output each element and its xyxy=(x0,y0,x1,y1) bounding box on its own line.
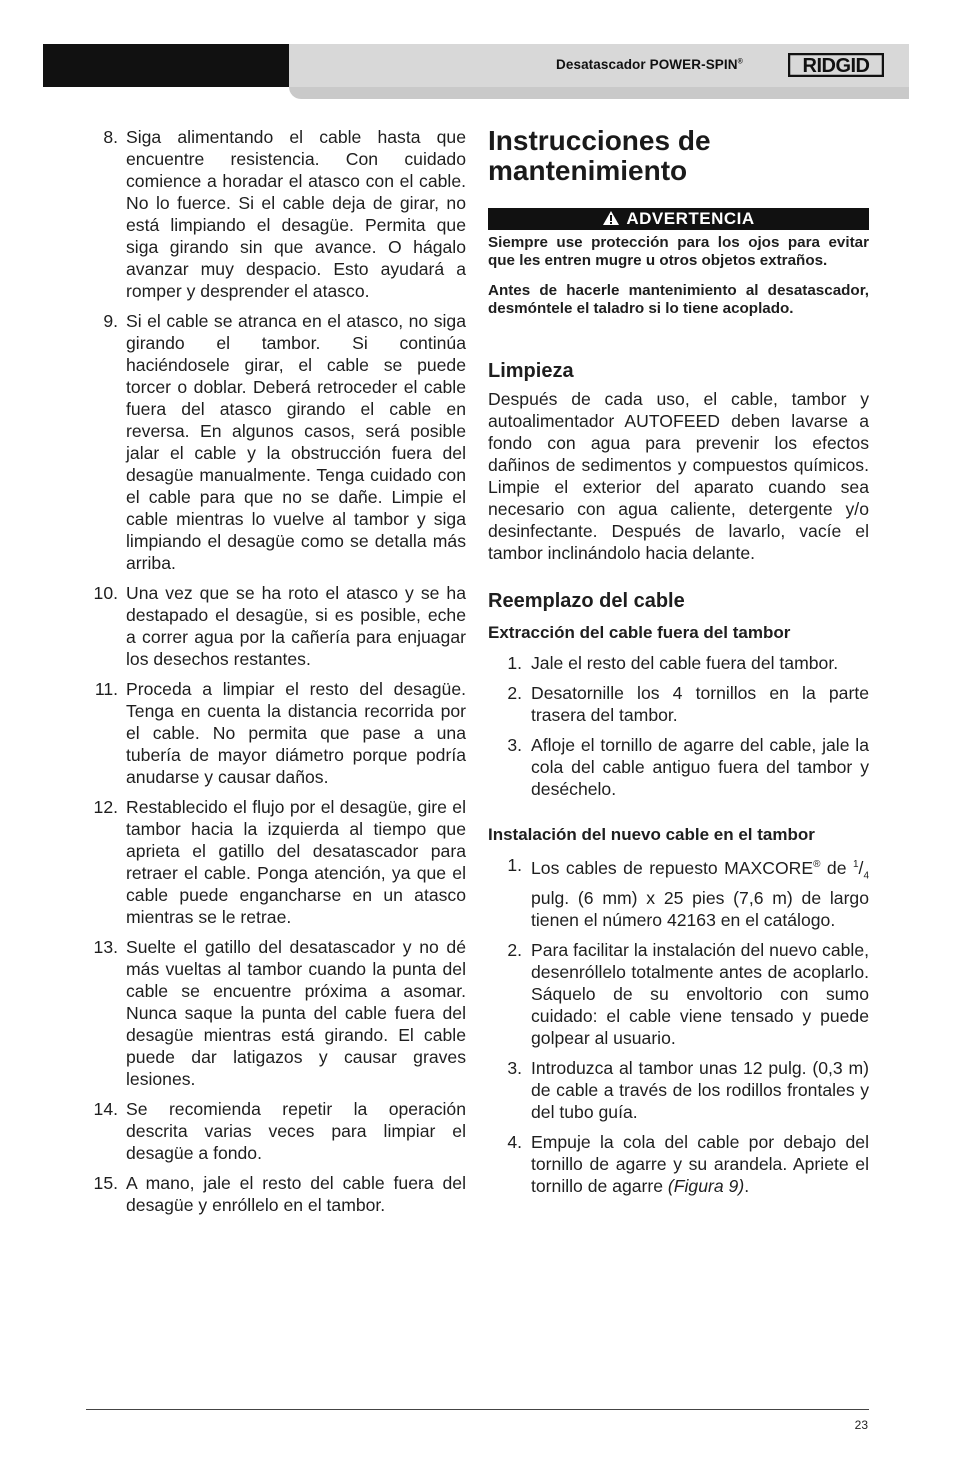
header-title: Desatascador POWER-SPIN® xyxy=(556,57,743,72)
warning-text-eyes: Siempre use protección para los ojos para evitar que les entren mugre u otros objetos extraños. xyxy=(488,234,869,269)
step-item: 10. Una vez que se ha roto el atasco y se ha destapado el desagüe, si es posible, eche a correr agua por la cañería para enjuagar los desechos restantes. xyxy=(93,583,466,669)
step-item: 8. Siga alimentando el cable hasta que encuentre resistencia. Con cuidado comience a horadar el atasco con el cable. No lo fuerce. Si el cable deja de girar, no está limpiando el desagüe. Permita que siga girando sin que avance. O hágalo avanzar muy despacio. Esto ayudará a romper y desprender el atasco. xyxy=(103,127,466,301)
install-step: 3. Introduzca al tambor unas 12 pulg. (0,3 m) de cable a través de los rodillos frontales y del tubo guía. xyxy=(507,1058,869,1123)
section-title: Instrucciones de mantenimiento xyxy=(488,125,711,186)
footer-rule xyxy=(86,1409,869,1410)
step-item: 15. A mano, jale el resto del cable fuera del desagüe y enróllelo en el tambor. xyxy=(93,1173,466,1215)
removal-heading: Extracción del cable fuera del tambor xyxy=(488,623,791,642)
procedure-steps xyxy=(86,126,466,1216)
removal-steps xyxy=(488,652,869,800)
cleaning-text: Después de cada uso, el cable, tambor y autoalimentador AUTOFEED deben lavarse a fondo con agua para prevenir los efectos dañinos de sedimentos y compuestos químicos. Limpie el exterior del aparato cuando sea necesario con agua caliente, detergente y/o desinfectante. Después de lavarlo, vacíe el tambor inclinándolo hacia delante. xyxy=(488,389,869,563)
install-step: 4. Empuje la cola del cable por debajo del tornillo de agarre y su arandela. Apriete el tornillo de agarre (Figura 9). xyxy=(507,1132,869,1197)
warning-icon xyxy=(602,210,620,226)
ridgid-logo xyxy=(788,53,884,77)
install-heading: Instalación del nuevo cable en el tambor xyxy=(488,825,815,844)
removal-step: 2. Desatornille los 4 tornillos en la parte trasera del tambor. xyxy=(507,683,869,725)
install-step: 1. Los cables de repuesto MAXCORE® de $^1/_4$ pulg. (6 mm) x 25 pies (7,6 m) de largo tienen el número 42163 en el catálogo. xyxy=(507,855,869,931)
step-item: 14. Se recomienda repetir la operación descrita varias veces para limpiar el desagüe a fondo. xyxy=(93,1099,466,1163)
removal-step: 3. Afloje el tornillo de agarre del cable, jale la cola del cable antiguo fuera del tambor y deséchelo. xyxy=(507,735,869,799)
header-grey-lip xyxy=(289,87,909,99)
install-step: 2. Para facilitar la instalación del nuevo cable, desenróllelo totalmente antes de acoplarlo. Sáquelo de su envoltorio con sumo cuidado: el cable viene tensado y puede golpear al usuario. xyxy=(507,940,869,1049)
install-steps xyxy=(488,854,869,1197)
svg-text:RIDGID: RIDGID xyxy=(802,55,870,77)
removal-step: 1. Jale el resto del cable fuera del tambor. xyxy=(507,653,839,673)
figure-reference: (Figura 9) xyxy=(667,1176,745,1197)
page-number: 23 xyxy=(854,1418,868,1432)
warning-banner: ADVERTENCIA xyxy=(488,208,869,230)
step-item: 11. Proceda a limpiar el resto del desagüe. Tenga en cuenta la distancia recorrida por el cable. No permita que pase a una tubería de mayor diámetro porque podría anudarse y causar daños. xyxy=(94,679,466,787)
warning-text-drill: Antes de hacerle mantenimiento al desatascador, desmóntele el taladro si lo tiene acoplado. xyxy=(488,282,869,317)
cleaning-heading: Limpieza xyxy=(488,360,574,382)
step-item: 9. Si el cable se atranca en el atasco, no siga girando el tambor. Si continúa haciéndosele girar, el cable se puede torcer o doblar. Deberá retroceder el cable fuera del atasco girando el cable en reversa. En algunos casos, será posible jalar el cable y la obstrucción fuera del desagüe manualmente. Tenga cuidado con el cable para que no se dañe. Limpie el cable mientras lo vuelve al tambor y siga limpiando el desagüe como se detalla más arriba. xyxy=(103,311,466,573)
step-item: 13. Suelte el gatillo del desatascador y no dé más vueltas al tambor cuando la punta del cable se encuentre próxima a asomar. Nunca saque la punta del cable fuera del desagüe mientras está girando. El cable puede dar latigazos y causar graves lesiones. xyxy=(93,937,466,1089)
left-column xyxy=(86,126,466,1224)
step-item: 12. Restablecido el flujo por el desagüe, gire el tambor hacia la izquierda al tiempo que aprieta el gatillo del desatascador para retraer el cable. Ponga atención, ya que el cable puede engancharse en un atasco mientras se le retrae. xyxy=(93,797,466,927)
header-black-bar xyxy=(43,44,289,87)
cable-replacement-heading: Reemplazo del cable xyxy=(488,590,685,612)
right-column xyxy=(488,126,869,1205)
